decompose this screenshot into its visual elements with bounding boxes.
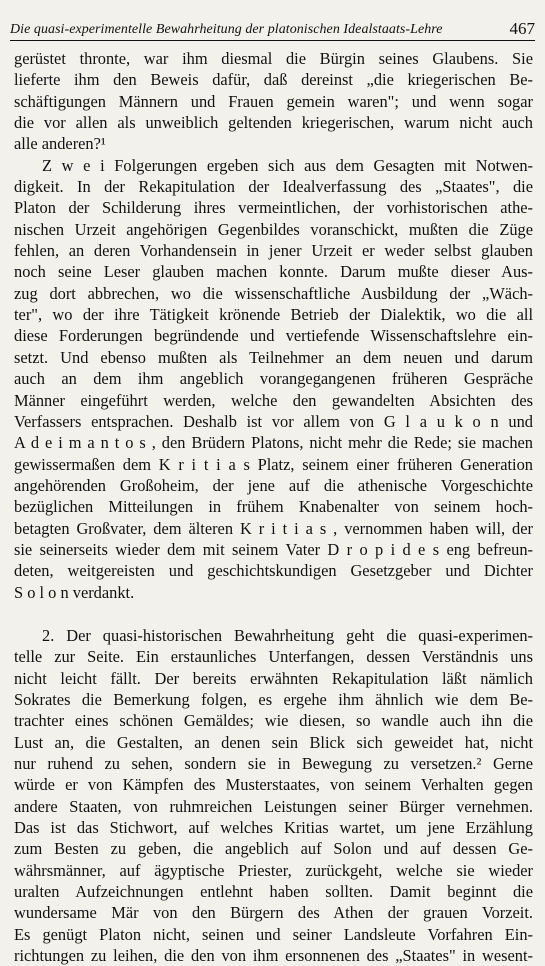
text-line: A d e i m a n t o s , den Brüdern Platons, nicht mehr die Rede; sie machen: [14, 433, 533, 453]
text-line: währsmänner, auf ägyptische Priester, zurückgeht, welche sie wieder: [14, 860, 533, 880]
text-line: ter", wo der ihre Tätigkeit krönende Betrieb der Dialektik, wo die all: [14, 305, 533, 325]
text-line: richtungen zu leihen, die den von ihm ersonnenen des „Staates" in wesent-: [14, 946, 533, 966]
text-line: nischen Urzeit angehörigen Gegenbildes voranschickt, mußten die Züge: [14, 219, 533, 239]
text-line: Sokrates die Bemerkung folgen, es ergehe ihm ähnlich wie dem Be-: [14, 689, 533, 709]
text-line: deten, weitgereisten und geschichtskundigen Gesetzgeber und Dichter: [14, 561, 533, 581]
text-line: auch an dem ihm angeblich vorangegangenen früheren Gespräche: [14, 369, 533, 389]
text-line: Es genügt Platon nicht, seinen und seiner Landsleute Vorfahren Ein-: [14, 924, 533, 944]
text-line: 2. Der quasi-historischen Bewahrheitung geht die quasi-experimen-: [42, 625, 533, 645]
text-line: bezüglichen Mitteilungen in frühem Knabenalter von seinem hoch-: [14, 497, 533, 517]
text-line: gewissermaßen dem K r i t i a s Platz, seinem einer früheren Generation: [14, 454, 533, 474]
body-text: [14, 48, 533, 966]
text-line: angehörenden Großoheim, der jene auf die athenische Vorgeschichte: [14, 475, 533, 495]
text-line: nicht leicht fällt. Der bereits erwähnten Rekapitulation läßt nämlich: [14, 668, 533, 688]
text-line: sie seinerseits wieder dem mit seinem Vater D r o p i d e s eng befreun-: [14, 539, 533, 559]
page-number: 467: [509, 19, 535, 38]
text-line: uralten Aufzeichnungen entlehnt haben sollten. Damit beginnt die: [14, 882, 533, 902]
text-line: Z w e i Folgerungen ergeben sich aus dem Gesagten mit Notwen-: [42, 155, 533, 175]
paragraph-2: [14, 155, 533, 603]
running-header: [10, 12, 535, 41]
text-line: setzt. Und ebenso mußten als Teilnehmer an dem neuen und darum: [14, 347, 533, 367]
text-line: die vor allen als unweiblich geltenden kriegerischen, warum nicht auch: [14, 113, 533, 133]
text-line: gerüstet thronte, war ihm diesmal die Bürgin seines Glaubens. Sie: [14, 49, 533, 68]
text-line: zug dort abbrechen, wo die wissenschaftliche Ausbildung der „Wäch-: [14, 283, 533, 303]
paragraph-3: [14, 625, 533, 966]
text-line: nur ruhend zu sehen, sondern sie in Bewegung zu versetzen.² Gerne: [14, 754, 533, 773]
text-line: wundersame Mär von den Bürgern des Athen der grauen Vorzeit.: [14, 903, 533, 923]
text-line: Männer eingeführt werden, welche den gewandelten Absichten des: [14, 390, 533, 410]
text-line: fehlen, an deren Vorhandensein in jener Urzeit er weder selbst glauben: [14, 241, 533, 261]
text-line: würde er von Kämpfen des Musterstaates, von seinem Verhalten gegen: [14, 775, 533, 795]
text-line: lieferte ihm den Beweis dafür, daß dereinst „die kriegerischen Be-: [14, 70, 533, 90]
text-line: trachter eines schönen Gemäldes; wie diesen, so wandle auch ihn die: [14, 711, 533, 731]
paragraph-1: [14, 48, 533, 155]
running-title: Die quasi-experimentelle Bewahrheitung der platonischen Idealstaats-Lehre: [10, 22, 443, 37]
text-line: noch seine Leser glauben machen konnte. Darum mußte dieser Aus-: [14, 262, 533, 282]
text-line: digkeit. In der Rekapitulation der Idealverfassung des „Staates", die: [14, 177, 533, 197]
paragraph-spacer: [14, 603, 533, 625]
text-line: Das ist das Stichwort, auf welches Kritias wartet, um jene Erzählung: [14, 818, 533, 838]
text-line: Platon der Schilderung ihres vermeintlichen, der vorhistorischen athe-: [14, 198, 533, 218]
text-line: zum Besten zu geben, die angeblich auf Solon und auf dessen Ge-: [14, 839, 533, 859]
text-line: diese Forderungen begründende und vertiefende Wissenschaftslehre ein-: [14, 326, 533, 346]
text-line: andere Staaten, von ruhmreichen Leistungen seiner Bürger vernehmen.: [14, 796, 533, 816]
text-line: Lust an, die Gestalten, an denen sein Blick sich geweidet hat, nicht: [14, 732, 533, 752]
text-line: Verfassers entsprachen. Deshalb ist vor allem von G l a u k o n und: [14, 411, 533, 431]
text-line: schäftigungen Männern und Frauen gemein waren"; und wenn sogar: [14, 91, 533, 111]
text-line: betagten Großvater, dem älteren K r i t i a s , vernommen haben will, der: [14, 518, 533, 538]
text-line: S o l o n verdankt.: [14, 582, 135, 602]
text-line: alle anderen?¹: [14, 134, 106, 154]
text-line: telle zur Seite. Ein erstaunliches Unterfangen, dessen Verständnis uns: [14, 647, 533, 667]
